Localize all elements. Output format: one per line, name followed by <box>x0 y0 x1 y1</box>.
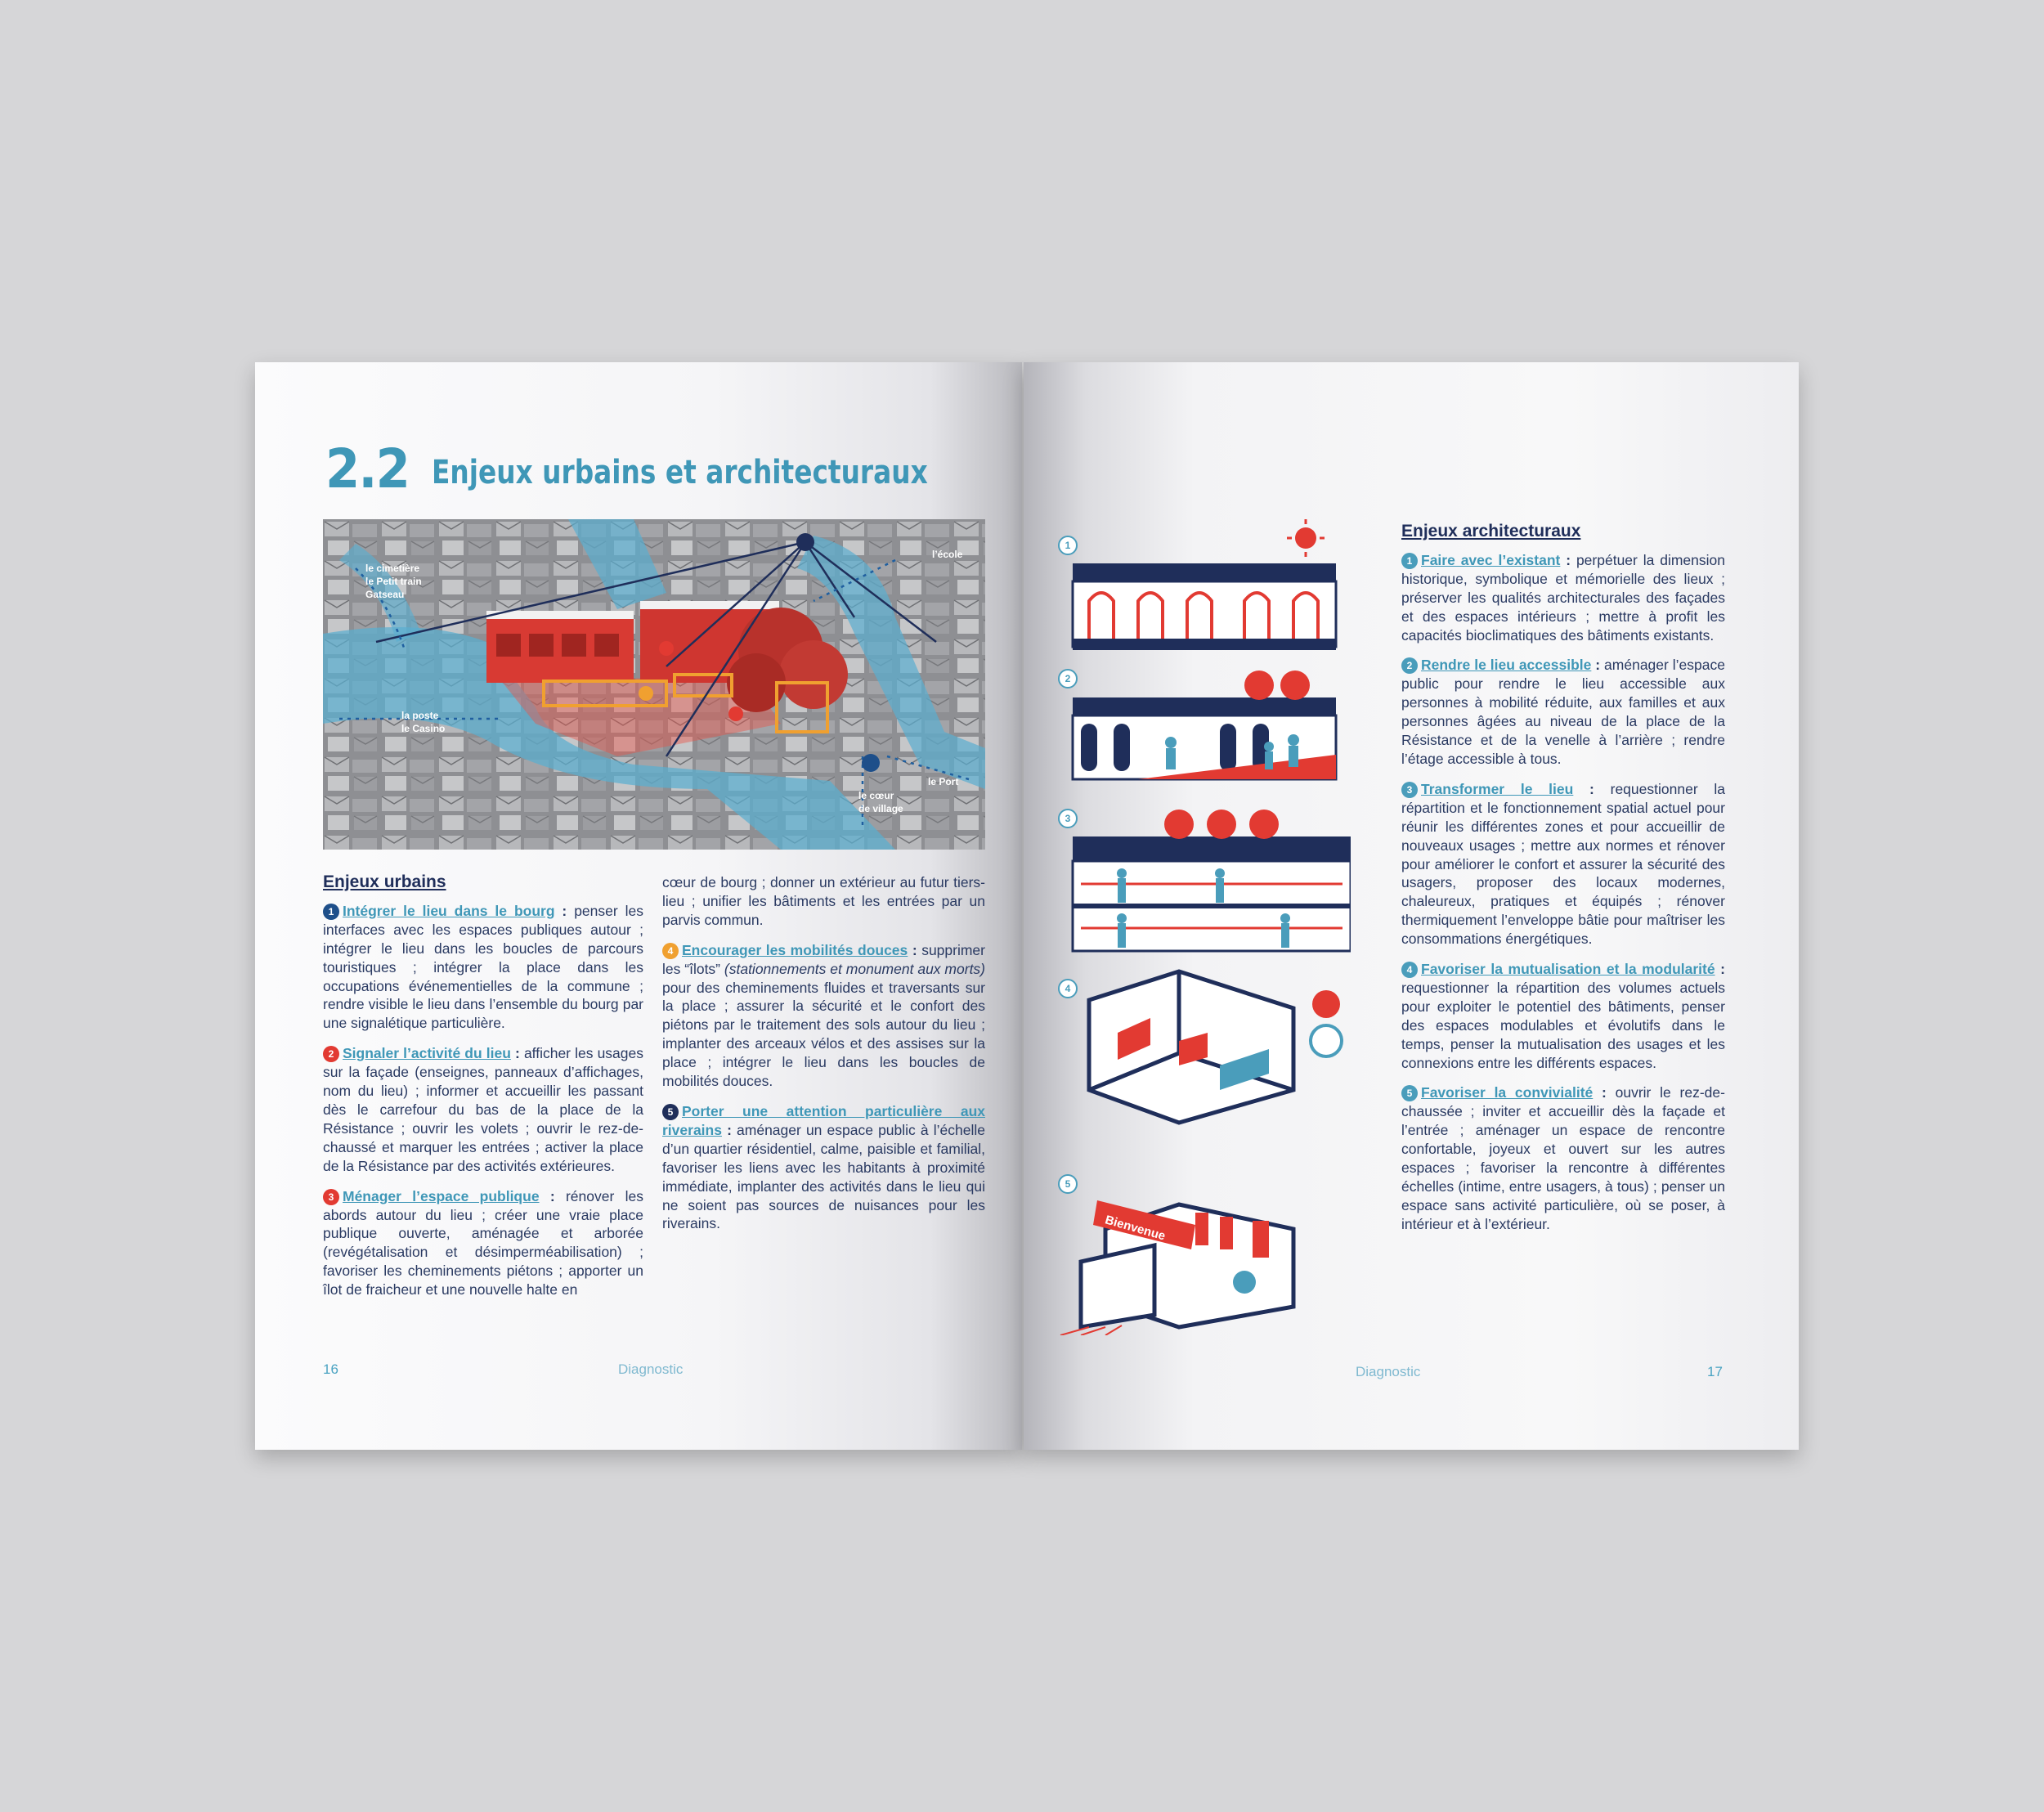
number-badge: 3 <box>323 1189 339 1205</box>
section-number: 2.2 <box>325 437 410 500</box>
right-page <box>1024 362 1799 1450</box>
section-header <box>325 437 928 500</box>
separator: : <box>1560 551 1576 568</box>
map-label-line: le Petit train <box>365 576 422 587</box>
left-page <box>255 362 1022 1450</box>
map-label-line: la poste <box>401 710 439 721</box>
map-label-line: de village <box>858 803 903 814</box>
architecture-item-title[interactable]: Rendre le lieu accessible <box>1421 657 1592 674</box>
urban-item-text: penser les interfaces avec les espaces publiques autour ; intégrer le lieu dans les boucles de parcours touristiques ; intégrer la place dans les occupations événementielles de la commune ; rendre visible le lieu dans l’ensemble du bourg par une signalétique particulière. <box>323 902 643 1032</box>
map-label-line: le cœur <box>858 790 894 801</box>
urban-item-5 <box>662 1102 985 1233</box>
number-badge: 5 <box>1401 1085 1418 1101</box>
urban-item-4 <box>662 941 985 1091</box>
separator: : <box>1573 780 1611 797</box>
architecture-item-text: aménager l’espace public pour rendre le lieu accessible aux personnes à mobilité réduite, aux familles et aux personnes âgées au niveau de la place de la Résistance et de la venelle à l’arrière ; rendre l’étage accessible à tous. <box>1401 657 1725 767</box>
architecture-item-3 <box>1401 780 1725 949</box>
number-badge: 3 <box>1401 782 1418 798</box>
separator: : <box>554 902 575 919</box>
architecture-item-text: ouvrir le rez-de-chaussée ; inviter et accueillir dès la façade et l’entrée ; aménager un espace de rencontre confortable, joyeux et ouvert sur les autres espaces ; favoriser la rencontre à différentes échelles (intime, entre usagers, à tous) ; penser un espace sans activité particulière, où se poser, à intérieur et à l’extérieur. <box>1401 1084 1725 1232</box>
separator: : <box>1591 657 1605 674</box>
map-label-post <box>401 709 445 735</box>
urban-item-title[interactable]: Encourager les mobilités douces <box>682 941 908 958</box>
separator: : <box>908 941 922 958</box>
architecture-item-title[interactable]: Favoriser la convivialité <box>1421 1084 1594 1101</box>
urban-item-2 <box>323 1044 643 1175</box>
illustration-number-4: 4 <box>1065 983 1071 994</box>
number-badge: 4 <box>662 943 679 959</box>
architecture-column <box>1401 523 1725 1245</box>
architecture-heading: Enjeux architecturaux <box>1401 522 1581 540</box>
urban-item-title[interactable]: Intégrer le lieu dans le bourg <box>343 902 555 919</box>
section-title: Enjeux urbains et architecturaux <box>432 454 928 491</box>
page-number-right: 17 <box>1707 1364 1723 1379</box>
footer-label-left: Diagnostic <box>618 1361 684 1377</box>
urban-item-text: aménager un espace public à l’échelle d’un quartier résidentiel, calme, paisible et familial, favoriser les liens avec les habitants à proximité immédiate, implanter des activités dans le lieu qui ne soient pas sources de nuisances pour les riverains. <box>662 1121 985 1232</box>
map-label-line: le Casino <box>401 723 446 734</box>
urban-item-1 <box>323 902 643 1033</box>
illustration-number-1: 1 <box>1065 540 1071 551</box>
urban-item-text: rénover les abords autour du lieu ; créer une vraie place publique ouverte, aménagée et arborée (revégétalisation et désimperméabilisation) ; favoriser les cheminements piétons ; apporter un îlot de fraicheur et une nouvelle halte en <box>323 1187 643 1298</box>
architecture-item-title[interactable]: Faire avec l’existant <box>1421 551 1561 568</box>
urban-item-title[interactable]: Signaler l’activité du lieu <box>343 1045 511 1062</box>
architecture-item-4 <box>1401 960 1725 1072</box>
architecture-item-5 <box>1401 1083 1725 1233</box>
map-label-line: Gatseau <box>365 589 405 600</box>
architecture-illustrations <box>1056 509 1351 1335</box>
map-label-port: le Port <box>928 776 959 787</box>
urban-item-text: pour des cheminements fluides et traversants sur la place ; assurer la sécurité et le confort des piétons par le traitement des sols autour du lieu ; implanter des arceaux vélos et des assises sur la place ; intégrer le lieu dans les boucles de mobilités douces. <box>662 979 985 1090</box>
separator: : <box>1593 1084 1616 1101</box>
footer-label-right: Diagnostic <box>1356 1364 1421 1379</box>
aerial-map <box>323 519 985 850</box>
map-label-line: le cimetière <box>365 563 420 574</box>
page-number-left: 16 <box>323 1361 338 1377</box>
urban-item-title[interactable]: Ménager l’espace publique <box>343 1187 540 1204</box>
architecture-item-text: requestionner la répartition des volumes actuels pour exploiter le potentiel des bâtiments, penser des espaces modulables et évolutifs dans le temps, penser la mutualisation des usages et les connexions entre les différents espaces. <box>1401 979 1725 1071</box>
urban-column-2 <box>662 873 985 1245</box>
number-badge: 2 <box>323 1046 339 1062</box>
architecture-item-title[interactable]: Favoriser la mutualisation et la modularité <box>1421 961 1715 978</box>
separator: : <box>510 1045 524 1062</box>
architecture-item-2 <box>1401 656 1725 768</box>
architecture-item-title[interactable]: Transformer le lieu <box>1421 780 1574 797</box>
welcome-sign: Bienvenue <box>1103 1213 1168 1244</box>
number-badge: 4 <box>1401 962 1418 978</box>
architecture-item-1 <box>1401 551 1725 645</box>
map-label-village <box>858 789 903 815</box>
separator: : <box>1715 961 1725 978</box>
urban-item-3-continuation: cœur de bourg ; donner un extérieur au futur tiers-lieu ; unifier les bâtiments et les entrées par un parvis commun. <box>662 874 985 928</box>
number-badge: 5 <box>662 1104 679 1120</box>
illustration-number-5: 5 <box>1065 1178 1071 1190</box>
urban-item-text: supprimer les “îlots” <box>662 941 985 977</box>
urban-item-title[interactable]: Porter une attention particulière aux riverains <box>662 1102 985 1138</box>
separator: : <box>721 1121 737 1138</box>
urban-item-text-italic: (stationnements et monument aux morts) <box>720 960 986 977</box>
number-badge: 1 <box>1401 553 1418 569</box>
architecture-item-text: perpétuer la dimension historique, symbolique et mémorielle des lieux ; préserver les qualités architecturales des façades et des espaces intérieurs ; mettre à profit les capacités bioclimatiques des bâtiments existants. <box>1401 551 1725 644</box>
map-label-cemetery <box>365 562 422 601</box>
urban-heading: Enjeux urbains <box>323 872 446 891</box>
urban-item-3 <box>323 1187 643 1299</box>
illustration-number-2: 2 <box>1065 673 1071 684</box>
illustration-number-3: 3 <box>1065 813 1071 824</box>
number-badge: 1 <box>323 904 339 920</box>
separator: : <box>539 1187 566 1204</box>
urban-column-1 <box>323 873 643 1311</box>
map-label-school: l’école <box>932 549 963 560</box>
architecture-item-text: requestionner la répartition et le fonctionnement spatial actuel pour réunir les différentes zones et pour accueillir de nouveaux usages ; mettre aux normes et rénover pour améliorer le confort et assurer la sécurité des usagers, proposer des locaux modernes, chaleureux, pratiques et équipés ; rénover thermiquement l’enveloppe bâtie pour maîtriser les consommations énergétiques. <box>1401 780 1725 948</box>
number-badge: 2 <box>1401 657 1418 674</box>
urban-item-text: afficher les usages sur la façade (enseignes, panneaux d’affichages, nom du lieu) ; informer et accueillir les passant dès le carrefour du bas de la place de la Résistance ; ouvrir les volets ; ouvrir le rez-de-chaussé et marquer les entrées ; activer la place de la Résistance par des activités extérieures. <box>323 1045 643 1174</box>
